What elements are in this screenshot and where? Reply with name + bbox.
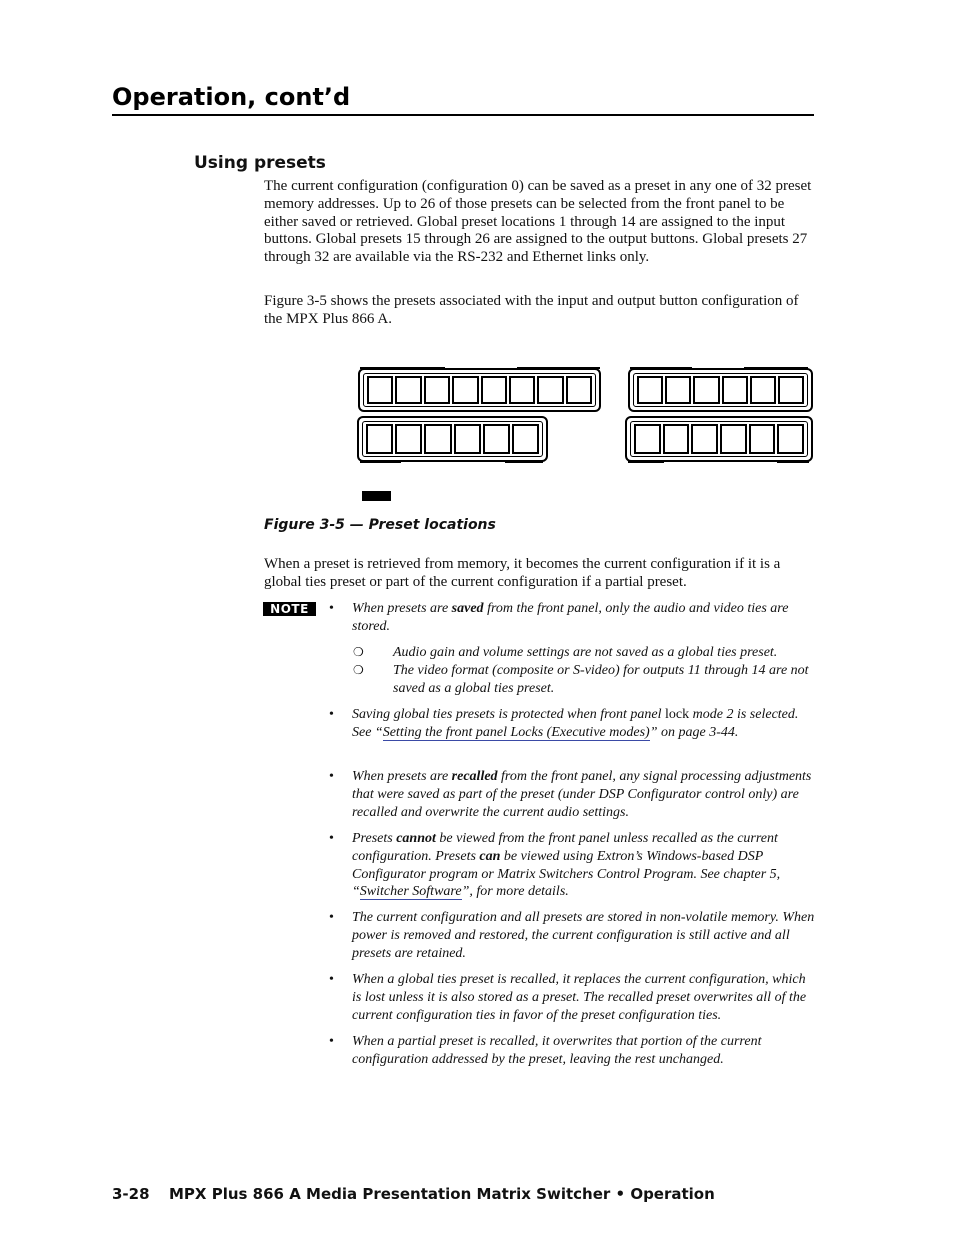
circle-bullet-icon: ❍ [353,645,364,659]
output-button [778,376,804,404]
note-badge: NOTE [263,602,316,616]
input-button [509,376,535,404]
output-button [634,424,661,454]
input-button [395,424,422,454]
input-button [483,424,510,454]
bullet-icon: • [329,831,334,846]
note-sub-item: ❍ Audio gain and volume settings are not saved as a global ties preset. [353,645,778,660]
body-paragraph: Figure 3-5 shows the presets associated with the input and output button configuration of the MPX Plus 866 A. [264,293,799,327]
output-button [749,424,776,454]
note-item: • When a global ties preset is recalled, it replaces the current configuration, which is lost unless it is also stored as a preset. The recalled preset overwrites all of the current configuration ties in favor of the preset configuration ties. [329,972,807,1023]
body-paragraph: The current configuration (configuration 0) can be saved as a preset in any one of 32 preset memory addresses. Up to 26 of those presets can be selected from the front panel to be either saved or retrieved. Global preset locations 1 through 14 are assigned to the input buttons. Global presets 15 through 26 are assigned to the output buttons. Global presets 27 through 32 are available via the RS-232 and Ethernet links only. [264,178,812,266]
output-button [663,424,690,454]
bullet-icon: • [329,601,334,616]
note-item: • Saving global ties presets is protected when front panel lock mode 2 is selected. See “Setting the front panel Locks (Executive modes)” on page 3-44. [329,707,799,740]
note-item: • When presets are saved from the front panel, only the audio and video ties are stored. [329,601,789,634]
footer-document-title: MPX Plus 866 A Media Presentation Matrix Switcher • Operation [169,1185,715,1203]
output-button [665,376,691,404]
bullet-icon: • [329,769,334,784]
page-title: Operation, cont’d [112,83,351,111]
bracket-line [628,461,664,463]
input-button [452,376,478,404]
note-item: • When a partial preset is recalled, it overwrites that portion of the current configuration addressed by the preset, leaving the rest unchanged. [329,1034,762,1067]
output-button-row-2 [625,416,813,462]
input-button [454,424,481,454]
input-button [481,376,507,404]
output-button [777,424,804,454]
note-item: • When presets are recalled from the front panel, any signal processing adjustments that were saved as part of the preset (under DSP Configurator control only) are recalled and overwrite the current audio settings. [329,769,812,820]
output-button [722,376,748,404]
input-button [537,376,563,404]
output-button [750,376,776,404]
figure-caption: Figure 3-5 — Preset locations [264,517,496,533]
cross-reference-link[interactable]: Setting the front panel Locks (Executive modes) [382,724,650,740]
body-paragraph: When a preset is retrieved from memory, it becomes the current configuration if it is a global ties preset or part of the current configuration if a partial preset. [264,556,781,590]
bullet-icon: • [329,910,334,925]
bracket-line [360,461,401,463]
bullet-icon: • [329,972,334,987]
note-item: • Presets cannot be viewed from the front panel unless recalled as the current configuration. Presets can be viewed using Extron’s Windows-based DSP Configurator program or Matrix Switchers Control Program. See chapter 5, “Switcher Software”, for more details. [329,831,781,900]
cross-reference-link[interactable]: Switcher Software [359,884,462,900]
title-rule [112,114,814,116]
input-button [566,376,592,404]
input-button [366,424,393,454]
output-button [691,424,718,454]
input-button [512,424,539,454]
bullet-icon: • [329,707,334,722]
bracket-line [505,461,543,463]
input-button-row-2 [357,416,548,462]
input-button [367,376,393,404]
output-button-row-1 [628,368,813,412]
footer-page-number: 3-28 [112,1185,150,1203]
input-button-row-1 [358,368,601,412]
output-button [637,376,663,404]
section-heading: Using presets [194,153,326,173]
input-button [424,376,450,404]
circle-bullet-icon: ❍ [353,663,364,677]
bracket-line [777,461,809,463]
note-sub-item: ❍ The video format (composite or S-video) for outputs 11 through 14 are not saved as a global ties preset. [353,663,809,696]
bullet-icon: • [329,1034,334,1049]
note-item: • The current configuration and all presets are stored in non-volatile memory. When power is removed and restored, the current configuration is still active and all presets are retained. [329,910,815,961]
input-button [395,376,421,404]
output-button [693,376,719,404]
legend-swatch [362,491,391,501]
input-button [424,424,451,454]
output-button [720,424,747,454]
preset-locations-figure [352,360,818,510]
